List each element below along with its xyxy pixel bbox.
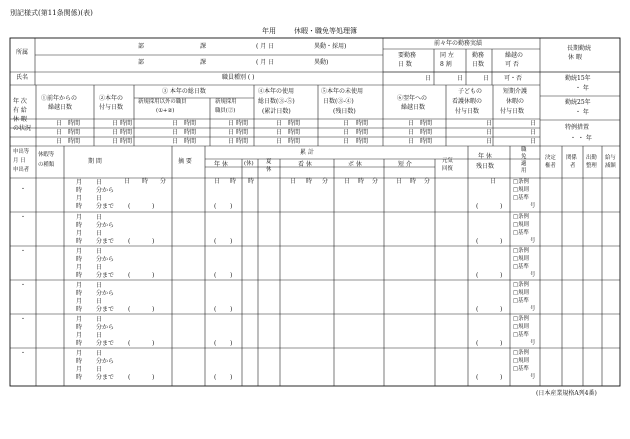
related-col-2: 者 <box>570 163 576 169</box>
hour-unit: 時間 <box>236 120 249 127</box>
recovery-col: 元気 <box>442 158 453 164</box>
basis-standard: □基準 <box>513 195 529 201</box>
paren-left: ( <box>476 340 479 347</box>
until-label: 分まで <box>96 340 115 347</box>
work-days-label: 勤務 <box>472 52 485 59</box>
day-label: 日 <box>96 316 103 323</box>
basis-number: 号 <box>530 374 536 380</box>
day-unit: 日 <box>530 138 537 145</box>
day-unit: 日 <box>112 138 119 145</box>
day-unit: 日 <box>172 120 179 127</box>
transfer-type-2: 異動) <box>314 59 329 66</box>
col-unused-2: 日数(③-④) <box>323 98 354 105</box>
paren-right: ) <box>152 306 155 313</box>
paren-right: ) <box>500 272 503 279</box>
hour-unit: 時間 <box>420 120 433 127</box>
salary-col: 給与 <box>605 155 616 161</box>
salary-col-2: 減額 <box>605 163 616 169</box>
short-care-col: 短 介 <box>398 161 412 168</box>
unit-label: 日 <box>490 178 497 185</box>
hour-unit: 時間 <box>356 138 369 145</box>
col-unused-3: (残日数) <box>333 108 356 115</box>
years-25-label: 勤続25年 <box>565 99 591 106</box>
from-label: 分から <box>96 256 115 263</box>
until-label: 分まで <box>96 374 115 381</box>
transfer-type-1: 異動・採用) <box>314 43 347 50</box>
hour-label: 時 <box>76 340 83 347</box>
name-label: 氏名 <box>16 74 29 81</box>
from-label: 分から <box>96 358 115 365</box>
paren-right: ) <box>500 238 503 245</box>
month-label: 月 <box>76 298 83 305</box>
paren-left: ( <box>476 374 479 381</box>
paren-left: ( <box>476 272 479 279</box>
row-bullet: ・ <box>20 214 27 221</box>
summer-col-2: 休 <box>266 167 272 173</box>
basis-rule: □規則 <box>513 187 529 193</box>
recovery-col-2: 回復 <box>442 166 453 172</box>
annual-leave-col: 年 休 <box>214 161 228 168</box>
day-label: 日 <box>96 264 103 271</box>
basis-rule: □規則 <box>513 256 529 262</box>
hour-label: 時 <box>76 256 83 263</box>
leave-type-label-2: の種類 <box>38 162 55 168</box>
paren-right: ) <box>230 306 233 313</box>
day-unit: 日 <box>530 120 537 127</box>
until-label: 分まで <box>96 272 115 279</box>
col-child-care: 子どもの <box>458 88 483 95</box>
hour-unit: 時間 <box>68 138 81 145</box>
basis-standard: □基準 <box>513 230 529 236</box>
basis-rule: □規則 <box>513 222 529 228</box>
paren-left: ( <box>128 238 131 245</box>
paren-right: ) <box>230 340 233 347</box>
day-label: 日 <box>96 248 103 255</box>
unit-label: 時 <box>358 178 365 185</box>
basis-number: 号 <box>530 203 536 209</box>
summer-col: 夏 <box>266 159 272 165</box>
paren-right: ) <box>500 306 503 313</box>
annual-side-label: の状況 <box>13 125 32 132</box>
day-label: 日 <box>96 350 103 357</box>
basis-standard: □基準 <box>513 298 529 304</box>
hour-unit: 時間 <box>68 129 81 136</box>
day-label: 日 <box>96 282 103 289</box>
month-label: 月 <box>76 282 83 289</box>
paren-right: ) <box>230 374 233 381</box>
basis-ordinance: □条例 <box>513 179 529 185</box>
carry-over-label: 繰越の <box>505 52 524 59</box>
job-grade: 職員種別 ( ) <box>222 74 255 81</box>
paren-left: ( <box>476 238 479 245</box>
volunteer-col: ボ 休 <box>348 161 362 168</box>
col-unused: ⑤本年の未使用 <box>321 88 364 95</box>
special-measure-label: 特例措置 <box>565 124 590 131</box>
hour-label: 時 <box>76 324 83 331</box>
section-label-2: 課 <box>200 59 207 66</box>
day-unit: 日 <box>483 75 490 82</box>
day-unit: 日 <box>112 120 119 127</box>
paren-left: ( <box>214 306 217 313</box>
hour-label: 時 <box>76 222 83 229</box>
month-label: 月 <box>76 332 83 339</box>
day-label: 日 <box>96 179 103 186</box>
unit-label: 日 <box>396 178 403 185</box>
month-label: 月 <box>76 179 83 186</box>
hour-unit: 時間 <box>184 138 197 145</box>
transfer-date-2: ( 月 日 <box>256 59 275 66</box>
work-days-label-2: 日数 <box>472 61 485 68</box>
month-label: 月 <box>76 230 83 237</box>
yes-no-label: 可・否 <box>504 75 523 82</box>
day-unit: 日 <box>276 138 283 145</box>
hour-unit: 時間 <box>288 138 301 145</box>
hour-label: 時 <box>76 358 83 365</box>
month-label: 月 <box>76 264 83 271</box>
paren-left: ( <box>128 340 131 347</box>
col-used-3: (累計日数) <box>262 108 291 115</box>
basis-rule: □規則 <box>513 358 529 364</box>
paren-right: ) <box>230 203 233 210</box>
row-bullet: ・ <box>20 282 27 289</box>
day-unit: 日 <box>172 138 179 145</box>
unit-label: 時 <box>230 178 237 185</box>
hour-unit: 時間 <box>184 129 197 136</box>
day-label: 日 <box>96 214 103 221</box>
col-short-care: 短期介護 <box>503 88 528 95</box>
summary-label: 摘 要 <box>178 158 192 165</box>
related-col: 関係 <box>566 155 577 161</box>
same-left-label-2: 8 割 <box>440 61 452 68</box>
col-total-non-new: 新規採用以外の職員 <box>138 99 187 105</box>
years-15-label: 勤続15年 <box>565 75 591 82</box>
row-bullet: ・ <box>20 316 27 323</box>
form-number: 別記様式(第11条関係)(表) <box>10 9 93 17</box>
hour-label: 時 <box>76 290 83 297</box>
paren-right: ) <box>152 374 155 381</box>
unit-label: 時 <box>248 178 255 185</box>
row-bullet: ・ <box>20 350 27 357</box>
col-total-new-2: 職員(②) <box>215 108 236 114</box>
col-carryover: ①前年からの <box>41 95 78 102</box>
hour-unit: 時間 <box>356 120 369 127</box>
decision-col-2: 権者 <box>545 163 556 169</box>
basis-ordinance: □条例 <box>513 214 529 220</box>
hour-unit: 時間 <box>420 129 433 136</box>
shokumen-col-2: 免 <box>521 154 527 160</box>
col-total-new: 新規採用 <box>215 99 237 105</box>
footer-note: (日本産業規格A列4番) <box>536 390 597 397</box>
from-label: 分から <box>96 290 115 297</box>
applicant-label-2: 月 日 <box>13 158 26 164</box>
hour-label: 時 <box>76 374 83 381</box>
leave-type-label: 休暇等 <box>38 152 55 158</box>
day-unit: 日 <box>486 138 493 145</box>
long-leave-label-2: 休 暇 <box>568 54 582 61</box>
day-unit: 日 <box>343 129 350 136</box>
required-days-label-2: 日 数 <box>398 61 412 68</box>
until-label: 分まで <box>96 203 115 210</box>
month-label: 月 <box>76 316 83 323</box>
unit-label: 時 <box>142 178 149 185</box>
dept-label-2: 部 <box>138 59 145 66</box>
paren-right: ) <box>152 203 155 210</box>
title-year: 年用 <box>262 27 276 35</box>
same-left-label: 同 左 <box>440 52 454 59</box>
day-unit: 日 <box>228 138 235 145</box>
day-unit: 日 <box>112 129 119 136</box>
basis-ordinance: □条例 <box>513 282 529 288</box>
annual-side-label: 有 給 <box>13 107 27 114</box>
day-unit: 日 <box>486 120 493 127</box>
basis-number: 号 <box>530 272 536 278</box>
unit-label: 時 <box>306 178 313 185</box>
col-short-care-3: 付与日数 <box>500 108 525 115</box>
col-next-2: 繰越日数 <box>401 104 426 111</box>
col-child-care-3: 付与日数 <box>455 108 480 115</box>
unit-label: 分 <box>372 178 379 185</box>
accumulate-label: 累 計 <box>300 149 314 156</box>
dept-label: 部 <box>138 43 145 50</box>
hour-unit: 時間 <box>356 129 369 136</box>
annual-side-label: 年 次 <box>13 98 27 105</box>
nursing-col: 看 休 <box>298 161 312 168</box>
attendance-title: 前々年の勤務実績 <box>434 40 483 47</box>
row-bullet: ・ <box>20 248 27 255</box>
remaining-col-2: 残日数 <box>476 163 495 170</box>
day-label: 日 <box>96 298 103 305</box>
period-label: 期 間 <box>88 158 102 165</box>
month-label: 月 <box>76 350 83 357</box>
day-unit: 日 <box>56 120 63 127</box>
day-unit: 日 <box>276 120 283 127</box>
col-total: ③ 本年の総日数 <box>162 88 206 95</box>
col-used: ④本年の使用 <box>258 88 295 95</box>
paren-right: ) <box>500 203 503 210</box>
day-label: 日 <box>96 366 103 373</box>
attendance-col-2: 整理 <box>586 163 597 169</box>
paren-right: ) <box>230 238 233 245</box>
paren-left: ( <box>214 238 217 245</box>
from-label: 分から <box>96 187 115 194</box>
basis-standard: □基準 <box>513 264 529 270</box>
section-label: 課 <box>200 43 207 50</box>
paren-left: ( <box>128 203 131 210</box>
paren-left: ( <box>476 306 479 313</box>
month-label: 月 <box>76 195 83 202</box>
day-unit: 日 <box>408 120 415 127</box>
transfer-date-1: ( 月 日 <box>256 43 275 50</box>
paren-left: ( <box>128 306 131 313</box>
paren-right: ) <box>500 374 503 381</box>
basis-standard: □基準 <box>513 332 529 338</box>
year-slot-2: ・ 年 <box>575 109 589 116</box>
basis-ordinance: □条例 <box>513 350 529 356</box>
unit-label: 日 <box>290 178 297 185</box>
hour-unit: 時間 <box>420 138 433 145</box>
shokumen-col-3: 適 <box>521 161 527 167</box>
col-child-care-2: 看護休暇の <box>452 98 483 105</box>
day-unit: 日 <box>408 138 415 145</box>
basis-ordinance: □条例 <box>513 248 529 254</box>
shokumen-col-4: 用 <box>521 168 527 174</box>
month-label: 月 <box>76 214 83 221</box>
from-label: 分から <box>96 222 115 229</box>
paren-left: ( <box>214 203 217 210</box>
month-label: 月 <box>76 366 83 373</box>
from-label: 分から <box>96 324 115 331</box>
special-year-slot: ・ ・ 年 <box>570 135 592 142</box>
basis-ordinance: □条例 <box>513 316 529 322</box>
annual-side-label: 休 暇 <box>13 116 27 123</box>
col-granted-2: 付与日数 <box>99 104 124 111</box>
col-granted: ②本年の <box>99 95 124 102</box>
affiliation-label: 所属 <box>16 49 29 56</box>
attendance-col: 出勤 <box>586 155 597 161</box>
remaining-col: 年 休 <box>478 153 492 160</box>
month-label: 月 <box>76 248 83 255</box>
year-slot-1: ・ 年 <box>575 85 589 92</box>
unit-label: 分 <box>424 178 431 185</box>
day-unit: 日 <box>425 75 432 82</box>
hour-unit: 時間 <box>288 129 301 136</box>
hour-unit: 時間 <box>236 138 249 145</box>
day-unit: 日 <box>172 129 179 136</box>
hour-label: 時 <box>76 272 83 279</box>
day-unit: 日 <box>457 75 464 82</box>
hour-unit: 時間 <box>120 129 133 136</box>
day-unit: 日 <box>56 138 63 145</box>
applicant-label-3: 申出者 <box>13 167 30 173</box>
basis-standard: □基準 <box>513 366 529 372</box>
day-unit: 日 <box>343 138 350 145</box>
hour-label: 時 <box>76 238 83 245</box>
day-unit: 日 <box>408 129 415 136</box>
day-unit: 日 <box>530 129 537 136</box>
day-unit: 日 <box>276 129 283 136</box>
shokumen-col: 職 <box>521 147 527 153</box>
applicant-label: 申出等 <box>13 149 30 155</box>
hour-unit: 時間 <box>120 120 133 127</box>
day-unit: 日 <box>486 129 493 136</box>
paren-right: ) <box>500 340 503 347</box>
hour-label: 時 <box>76 203 83 210</box>
kyu-col: (休) <box>244 161 254 167</box>
hour-unit: 時間 <box>184 120 197 127</box>
paren-right: ) <box>152 272 155 279</box>
hour-label: 時 <box>76 306 83 313</box>
day-label: 日 <box>96 332 103 339</box>
basis-number: 号 <box>530 306 536 312</box>
paren-right: ) <box>152 238 155 245</box>
paren-left: ( <box>214 340 217 347</box>
hour-unit: 時間 <box>68 120 81 127</box>
unit-label: 時 <box>410 178 417 185</box>
day-unit: 日 <box>228 129 235 136</box>
paren-left: ( <box>214 374 217 381</box>
paren-left: ( <box>128 374 131 381</box>
until-label: 分まで <box>96 238 115 245</box>
page-title: 休暇・職免等処理簿 <box>294 27 357 35</box>
day-label: 日 <box>96 230 103 237</box>
paren-right: ) <box>230 272 233 279</box>
paren-right: ) <box>152 340 155 347</box>
long-leave-label: 長期勤続 <box>567 45 592 52</box>
day-unit: 日 <box>228 120 235 127</box>
day-unit: 日 <box>343 120 350 127</box>
unit-label: 分 <box>160 178 167 185</box>
unit-label: 日 <box>344 178 351 185</box>
hour-unit: 時間 <box>288 120 301 127</box>
col-total-formula: (①+②) <box>156 108 175 114</box>
col-carryover-2: 繰越日数 <box>48 104 73 111</box>
paren-left: ( <box>214 272 217 279</box>
required-days-label: 要勤務 <box>398 52 417 59</box>
col-short-care-2: 休暇の <box>506 98 525 105</box>
day-label: 日 <box>96 195 103 202</box>
hour-label: 時 <box>76 187 83 194</box>
row-bullet: ・ <box>20 186 27 193</box>
basis-number: 号 <box>530 238 536 244</box>
hour-unit: 時間 <box>120 138 133 145</box>
paren-left: ( <box>476 203 479 210</box>
unit-label: 分 <box>322 178 329 185</box>
basis-rule: □規則 <box>513 290 529 296</box>
decision-col: 決定 <box>545 155 556 161</box>
basis-rule: □規則 <box>513 324 529 330</box>
basis-number: 号 <box>530 340 536 346</box>
carry-over-label-2: 可 否 <box>505 61 519 68</box>
col-used-2: 総日数(③-⑤) <box>258 98 295 105</box>
paren-left: ( <box>128 272 131 279</box>
hour-unit: 時間 <box>236 129 249 136</box>
until-label: 分まで <box>96 306 115 313</box>
day-unit: 日 <box>56 129 63 136</box>
unit-label: 日 <box>124 178 131 185</box>
unit-label: 日 <box>214 178 221 185</box>
col-next: ⑥翌年への <box>397 95 428 102</box>
